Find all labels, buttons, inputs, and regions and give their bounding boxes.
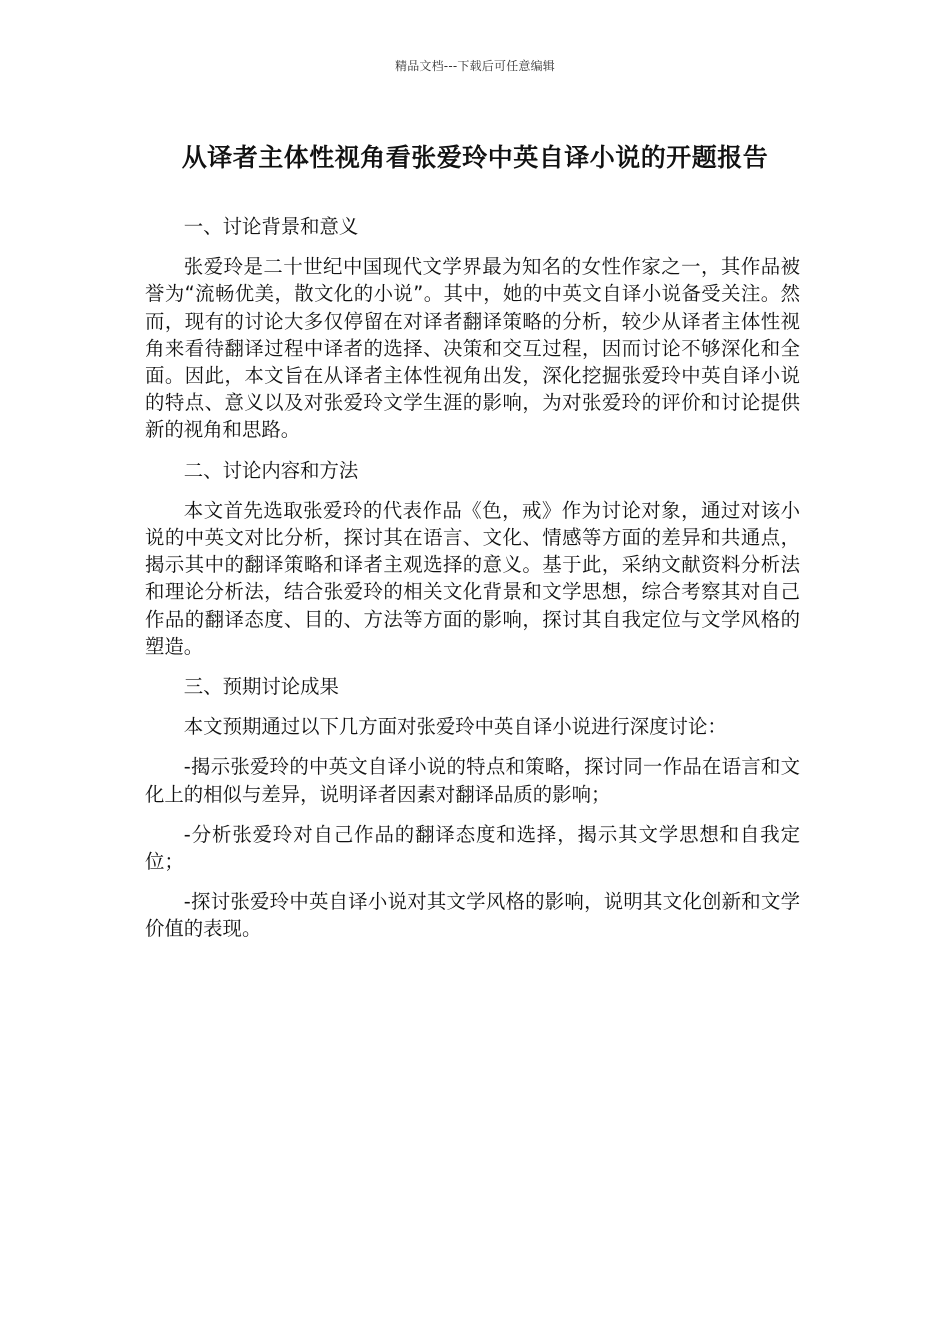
section-3-intro: 本文预期通过以下几方面对张爱玲中英自译小说进行深度讨论： — [183, 715, 727, 739]
header-note: 精品文档---下载后可任意编辑 — [395, 59, 555, 73]
document-title: 从译者主体性视角看张爱玲中英自译小说的开题报告 — [181, 143, 769, 172]
section-2-paragraph: 本文首先选取张爱玲的代表作品《色，戒》作为讨论对象，通过对该小说的中英文对比分析，探讨其在语言、文化、情感等方面的差异和共通点，揭示其中的翻译策略和译者主观选择的意义。基于此，采纳文献资料分析法和理论分析法，结合张爱玲的相关文化背景和文学思想，综合考察其对自己作品的翻译态度、目的、方法等方面的影响，探讨其自我定位与文学风格的塑造。 — [145, 498, 800, 658]
section-heading-1: 一、讨论背景和意义 — [183, 215, 359, 238]
section-3-item-2: -分析张爱玲对自己作品的翻译态度和选择，揭示其文学思想和自我定位； — [145, 822, 800, 874]
section-heading-3: 三、预期讨论成果 — [183, 675, 339, 699]
section-1-paragraph: 张爱玲是二十世纪中国现代文学界最为知名的女性作家之一，其作品被誉为“流畅优美，散文化的小说”。其中，她的中英文自译小说备受关注。然而，现有的讨论大多仅停留在对译者翻译策略的分析，较少从译者主体性视角来看待翻译过程中译者的选择、决策和交互过程，因而讨论不够深化和全面。因此，本文旨在从译者主体性视角出发，深化挖掘张爱玲中英自译小说的特点、意义以及对张爱玲文学生涯的影响，为对张爱玲的评价和讨论提供新的视角和思路。 — [145, 255, 800, 442]
section-3-item-3: -探讨张爱玲中英自译小说对其文学风格的影响，说明其文化创新和文学价值的表现。 — [145, 890, 800, 941]
document-body — [145, 213, 800, 956]
section-heading-2: 二、讨论内容和方法 — [183, 458, 359, 482]
section-3-item-1: -揭示张爱玲的中英文自译小说的特点和策略，探讨同一作品在语言和文化上的相似与差异，说明译者因素对翻译品质的影响； — [145, 755, 800, 806]
